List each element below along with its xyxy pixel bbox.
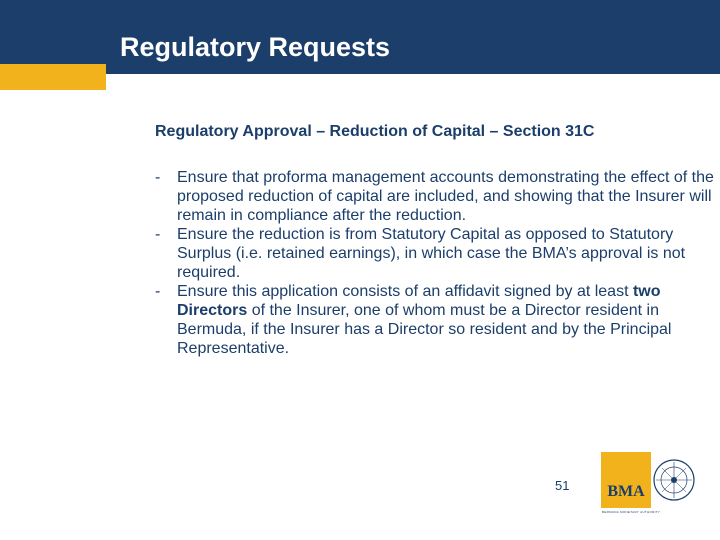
bullet-bold-text: two Directors (177, 283, 661, 319)
bullet-list (155, 168, 715, 358)
bullet-item (155, 168, 715, 225)
bullet-item (155, 282, 715, 358)
crest-icon (654, 460, 694, 500)
bullet-text: Ensure the reduction is from Statutory Capital as opposed to Statutory Surplus (i.e. retained earnings), in which case the BMA’s approval is not required. (177, 226, 686, 281)
bullet-marker: - (155, 226, 161, 243)
header-accent-bar (0, 64, 106, 90)
bullet-marker: - (155, 169, 161, 186)
bullet-text: Ensure that proforma management accounts demonstrating the effect of the proposed reduction of capital are included, and showing that the Insurer will remain in compliance after the reduction. (177, 169, 714, 224)
bullet-item (155, 225, 715, 282)
logo-text: BMA (607, 483, 645, 500)
bullet-marker: - (155, 283, 161, 300)
page-number: 51 (555, 478, 570, 493)
bullet-text-after: of the Insurer, one of whom must be a Director resident in Bermuda, if the Insurer has a Director so resident and by the Principal Representative. (177, 302, 672, 357)
page-title: Regulatory Requests (120, 32, 391, 62)
section-subtitle: Regulatory Approval – Reduction of Capital – Section 31C (155, 123, 595, 140)
logo-subtext: BERMUDA MONETARY AUTHORITY (602, 510, 661, 514)
bullet-text-before: Ensure this application consists of an affidavit signed by at least (177, 283, 633, 300)
bma-logo (601, 452, 697, 508)
